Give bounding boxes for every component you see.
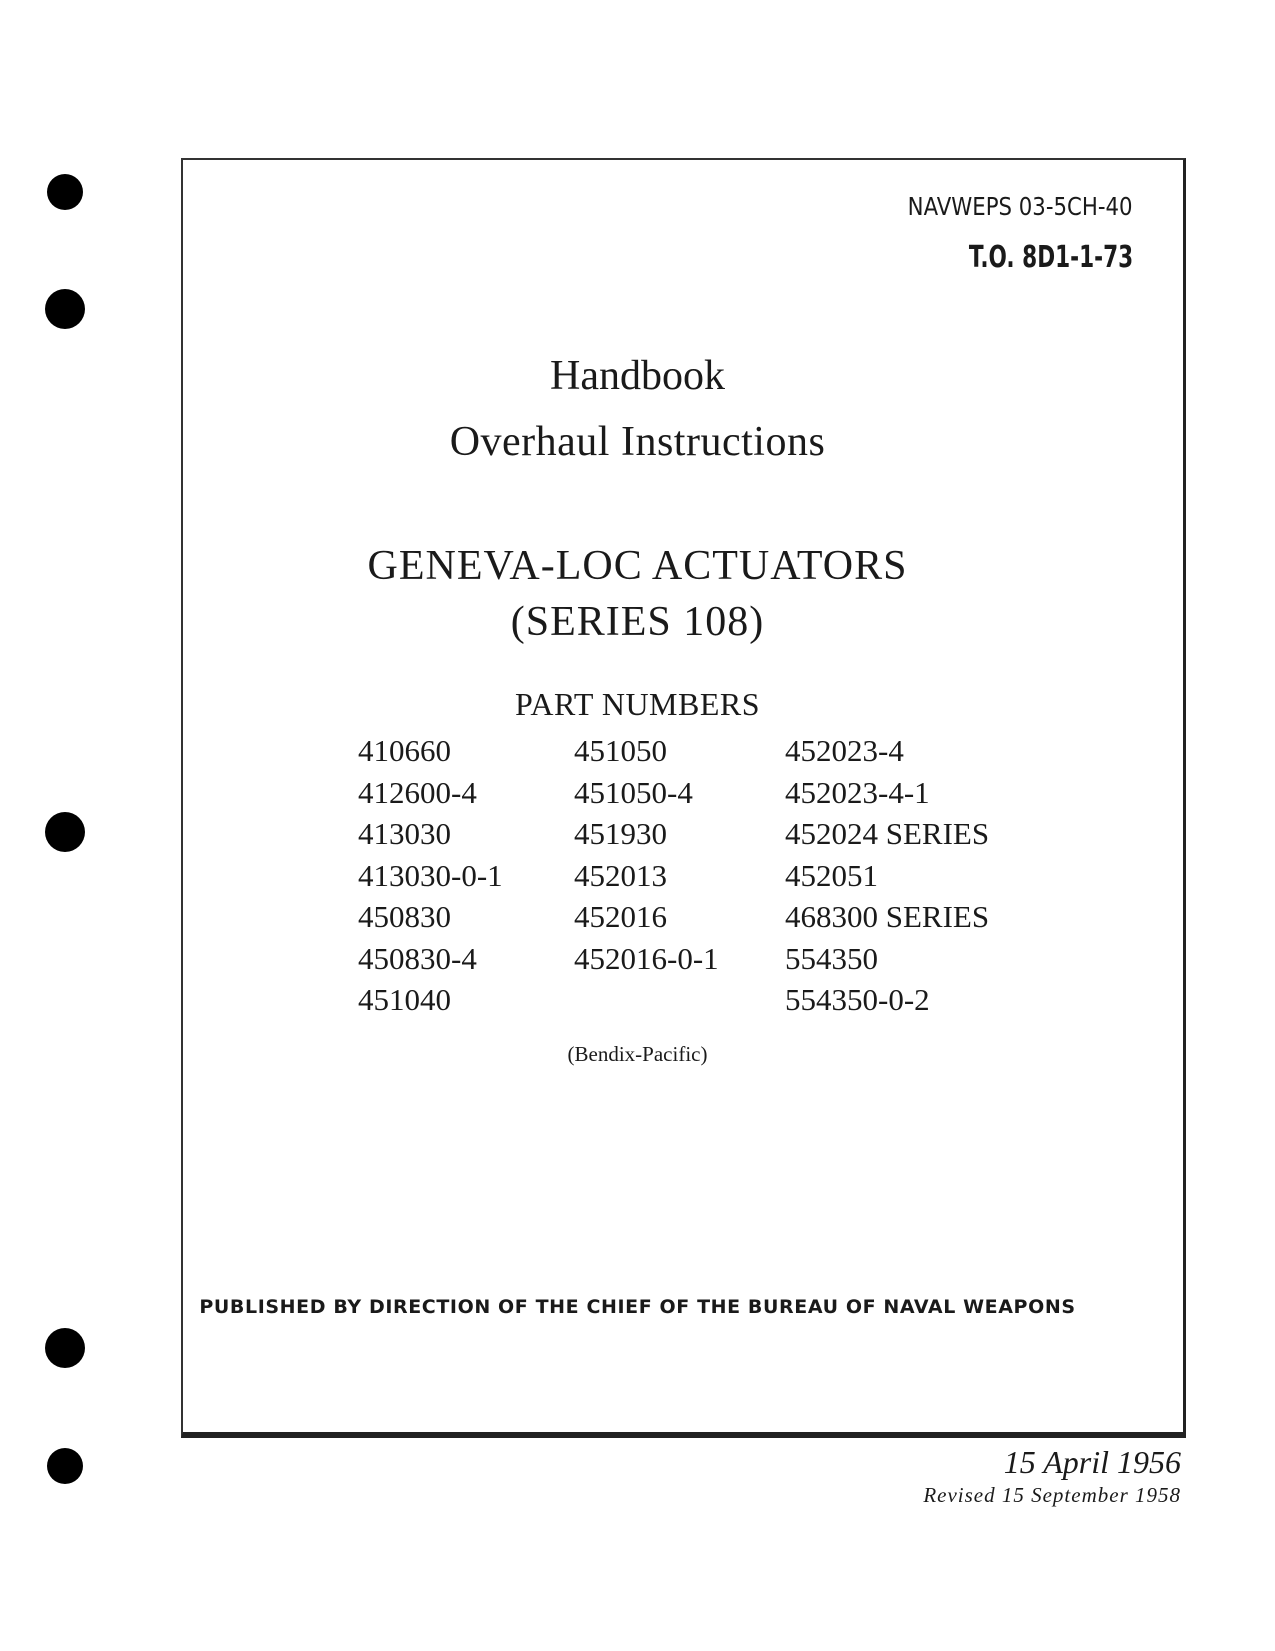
part-number: 452023-4-1 [785,774,930,810]
title-handbook: Handbook [550,353,725,399]
part-number: 451930 [574,816,667,851]
publisher-line: PUBLISHED BY DIRECTION OF THE CHIEF OF THE BUREAU OF NAVAL WEAPONS [199,1296,1076,1318]
title-overhaul: Overhaul Instructions [449,419,826,465]
part-numbers-column-2 [574,730,719,979]
part-numbers-column-3 [785,730,989,1021]
subject-title: GENEVA-LOC ACTUATORS [367,543,908,589]
part-number: 451040 [358,982,451,1017]
part-numbers-heading: PART NUMBERS [514,686,761,722]
manufacturer: (Bendix-Pacific) [567,1042,708,1066]
part-number: 451050 [574,733,667,768]
part-number: 452023-4 [785,733,904,768]
binder-hole [47,174,83,210]
part-number: 450830-4 [358,940,477,976]
part-number: 413030 [358,816,451,851]
part-number: 554350 [785,940,878,976]
part-number: 413030-0-1 [358,857,503,893]
part-number: 412600-4 [358,774,477,810]
part-number: 452016 [574,899,667,934]
issue-date: 15 April 1956 [1003,1444,1181,1480]
part-number: 452016-0-1 [574,940,719,976]
binder-hole [45,289,85,329]
navweps-number: NAVWEPS 03-5CH-40 [908,192,1133,221]
part-number: 452024 SERIES [785,816,990,851]
part-number: 452013 [574,857,667,893]
part-number: 468300 SERIES [785,899,990,934]
part-number: 554350-0-2 [785,982,930,1017]
binder-hole [45,812,85,852]
binder-hole [47,1448,83,1484]
part-number: 452051 [785,857,878,893]
revision-date: Revised 15 September 1958 [923,1483,1181,1507]
part-numbers-column-1 [358,730,503,1021]
series-title: (SERIES 108) [510,599,765,645]
binder-hole [45,1328,85,1368]
part-number: 410660 [358,733,451,768]
part-number: 451050-4 [574,774,693,810]
to-number: T.O. 8D1-1-73 [968,240,1133,275]
part-number: 450830 [358,899,451,934]
